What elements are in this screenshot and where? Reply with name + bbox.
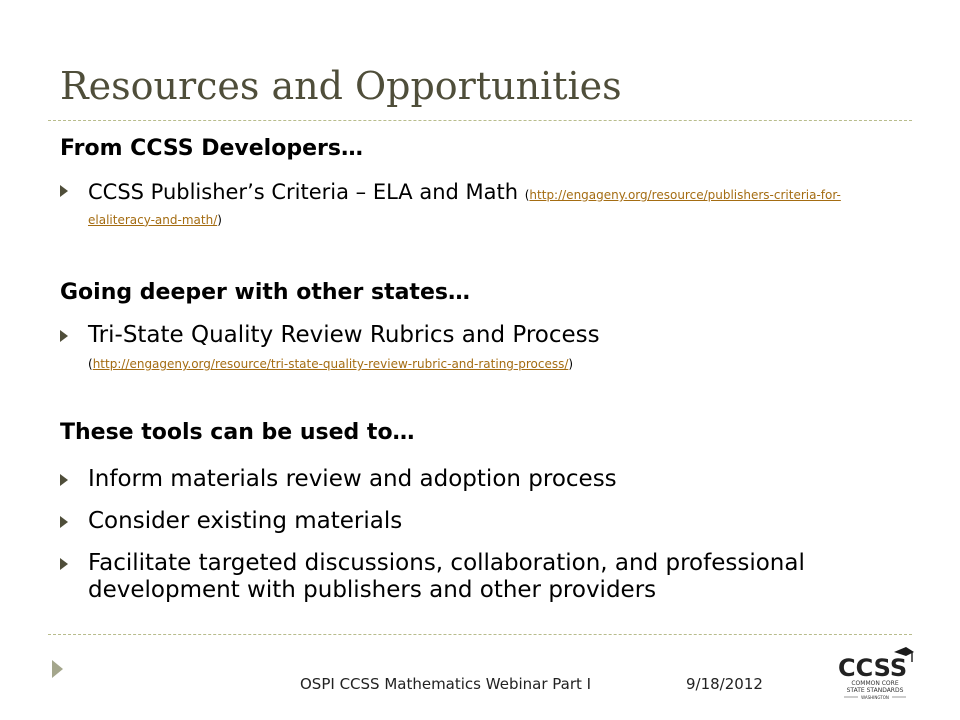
top-divider bbox=[48, 120, 912, 121]
bullet-arrow-icon bbox=[60, 558, 68, 570]
bullet-arrow-icon bbox=[60, 185, 68, 197]
bullet-arrow-icon bbox=[60, 516, 68, 528]
play-triangle-icon bbox=[52, 660, 63, 678]
footer-date: 9/18/2012 bbox=[686, 675, 763, 693]
bullet-text: Consider existing materials bbox=[88, 508, 403, 534]
bullet-label: CCSS Publisher’s Criteria – ELA and Math bbox=[88, 180, 519, 204]
logo-line-2: STATE STANDARDS bbox=[846, 687, 904, 694]
bullet-inform bbox=[60, 466, 900, 493]
bullet-publishers-criteria bbox=[60, 180, 900, 230]
ccss-logo bbox=[836, 646, 914, 702]
logo-text: CCSS bbox=[838, 654, 908, 682]
bullet-text: Facilitate targeted discussions, collaboration, and professional development with publishers and other providers bbox=[88, 550, 805, 604]
section-heading-developers: From CCSS Developers… bbox=[60, 136, 363, 161]
section-heading-tools: These tools can be used to… bbox=[60, 420, 415, 445]
bullet-arrow-icon bbox=[60, 330, 68, 342]
bullet-text: CCSS Publisher’s Criteria – ELA and Math (http://engageny.org/resource/publishers-criteria-for-elaliteracy-and-math/) bbox=[88, 180, 841, 227]
bullet-arrow-icon bbox=[60, 474, 68, 486]
bullet-facilitate bbox=[60, 550, 910, 604]
bullet-text: Tri-State Quality Review Rubrics and Process (http://engageny.org/resource/tri-state-quality-review-rubric-and-rating-process/) bbox=[88, 322, 900, 374]
bottom-divider bbox=[48, 634, 912, 635]
publishers-criteria-link[interactable]: http://engageny.org/resource/publishers-criteria-for-elaliteracy-and-math/ bbox=[88, 188, 841, 227]
logo-line-3: WASHINGTON bbox=[861, 695, 889, 700]
bullet-label: Tri-State Quality Review Rubrics and Process bbox=[88, 322, 600, 348]
bullet-tri-state bbox=[60, 322, 900, 374]
logo-line-1: COMMON CORE bbox=[851, 680, 899, 687]
tri-state-link[interactable]: http://engageny.org/resource/tri-state-quality-review-rubric-and-rating-process/ bbox=[92, 357, 569, 372]
bullet-text: Inform materials review and adoption process bbox=[88, 466, 617, 492]
footer-title: OSPI CCSS Mathematics Webinar Part I bbox=[300, 675, 592, 693]
slide-title: Resources and Opportunities bbox=[60, 64, 622, 108]
section-heading-other-states: Going deeper with other states… bbox=[60, 280, 470, 305]
bullet-consider bbox=[60, 508, 900, 535]
